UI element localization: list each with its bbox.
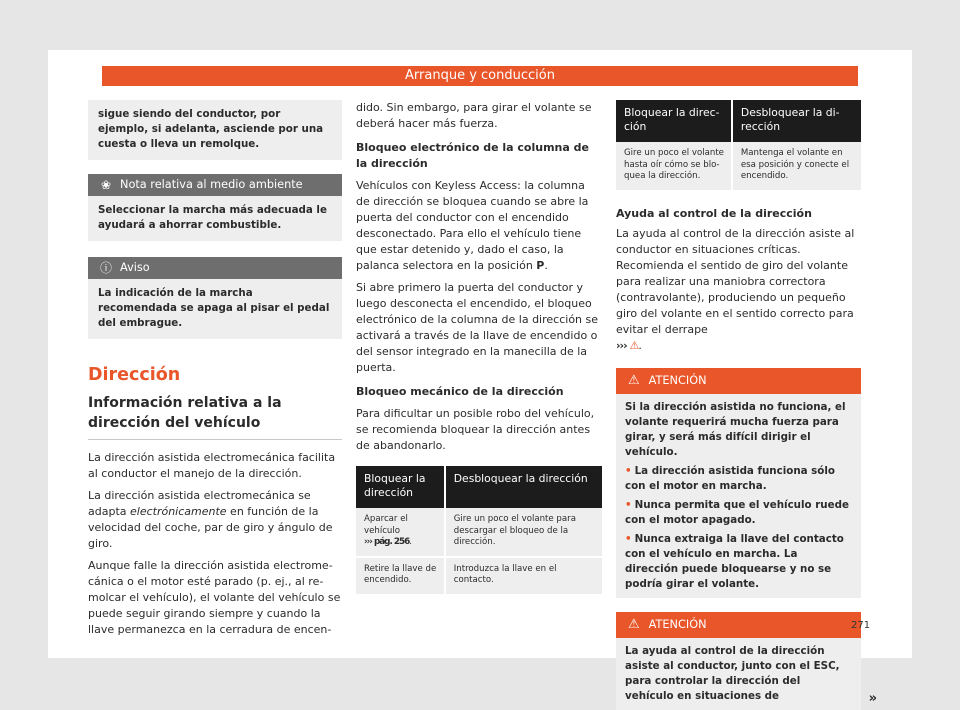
intro-box	[88, 100, 342, 160]
paragraph: La dirección asistida electromecánica se adapta electrónicamente en función de la velocidad del coche, par de giro y ángulo de giro.	[88, 489, 333, 550]
column-right	[616, 100, 877, 710]
table-cell: Introduzca la llave en el contacto.	[446, 558, 602, 596]
table-cell: Aparcar el vehículo ››› pág. 256.	[356, 508, 444, 558]
list-item: • Nunca extraiga la llave del contacto con el vehículo en marcha. La dirección puede bloquearse y no se podría girar el volante.	[625, 532, 844, 590]
heading-mechanical-lock: Bloqueo mecánico de la dirección	[356, 385, 564, 398]
heading-steering-assist: Ayuda al control de la dirección	[616, 206, 812, 220]
page-reference-link[interactable]: ››› pág. 256	[364, 537, 410, 547]
table-cell: Retire la llave de encendido.	[356, 558, 444, 596]
warning-box	[616, 368, 861, 598]
warning-reference-link[interactable]: ››› ⚠	[616, 338, 639, 352]
warning-triangle-icon: ⚠	[629, 338, 639, 352]
steering-lock-table-continued	[614, 100, 863, 192]
environment-note-box	[88, 174, 342, 241]
table-header: Bloquear la dirección	[356, 466, 444, 508]
notice-title: Aviso	[120, 261, 150, 274]
warning-header	[616, 612, 861, 638]
table-row	[356, 508, 602, 558]
section-title: Dirección	[88, 365, 181, 385]
steering-lock-table	[354, 466, 604, 596]
paragraph: Aunque falle la dirección asistida electromecánica o el motor esté parado (p. ej., al remolcar el vehículo), el volante del vehículo se puede seguir girando siempre y cuando la llave permanezca en la cerradura de encen-	[88, 559, 341, 636]
list-item: • Nunca permita que el vehículo ruede con el motor apagado.	[625, 498, 849, 526]
paragraph: Vehículos con Keyless Access: la columna de dirección se bloquea cuando se abre la puerta del conductor con el encendido desconectado. Para ello el vehículo tiene que estar detenido y, dado el caso, la palanca selectora en la posición P.	[356, 179, 589, 272]
table-row	[616, 142, 861, 192]
warning-triangle-icon: ⚠	[628, 372, 640, 388]
notice-text: La indicación de la marcha recomendada se apaga al pisar el pedal del embrague.	[98, 287, 330, 329]
list-item: • La dirección asistida funciona sólo con el motor en marcha.	[625, 464, 835, 492]
table-cell: Gire un poco el volante para descargar el bloqueo de la dirección.	[446, 508, 602, 558]
environment-note-title: Nota relativa al medio ambiente	[120, 178, 303, 191]
table-cell: Gire un poco el volante hasta oír cómo se bloquea la dirección.	[616, 142, 731, 192]
warning-text	[616, 394, 861, 598]
continue-arrow-icon: »	[868, 690, 877, 706]
table-header: Desbloquear la dirección	[446, 466, 602, 508]
warning-title: ATENCIÓN	[648, 617, 707, 631]
page-number: 271	[851, 620, 871, 631]
warning-title: ATENCIÓN	[648, 373, 707, 387]
paragraph: La ayuda al control de la dirección asiste al conductor en situaciones críticas. Recomienda el sentido de giro del volante para realizar una maniobra correctora (contravolante), produciendo un pequeño giro del volante en el sentido correcto para evitar el derrape ››› ⚠.	[616, 226, 855, 352]
info-icon: ⓘ	[100, 261, 113, 275]
intro-box-text: sigue siendo del conductor, por ejemplo, si adelanta, asciende por una cuesta o lleva un remolque.	[98, 108, 324, 150]
table-cell: Mantenga el volante en esa posición y conecte el encendido.	[733, 142, 861, 192]
warning-header	[616, 368, 861, 394]
paragraph: Si abre primero la puerta del conductor y luego desconecta el encendido, el bloqueo electrónico de la columna de la dirección se activará a través de la llave de encendido o del sensor integrado en la manecilla de la puerta.	[356, 281, 599, 374]
heading-electronic-lock: Bloqueo electrónico de la columna de la dirección	[356, 141, 589, 170]
table-row	[356, 558, 602, 596]
chapter-header: Arranque y conducción	[102, 66, 858, 86]
manual-page	[48, 50, 912, 706]
column-middle	[356, 100, 602, 596]
column-left	[88, 100, 342, 638]
notice-box	[88, 257, 342, 339]
table-header: Desbloquear la dirección	[733, 100, 861, 142]
environment-note-header	[88, 174, 342, 196]
warning-text: La ayuda al control de la dirección asiste al conductor, junto con el ESC, para controlar la dirección del vehículo en situaciones de	[625, 644, 840, 702]
paragraph: Para dificultar un posible robo del vehículo, se recomienda bloquear la dirección antes de abandonarlo.	[356, 407, 595, 452]
paragraph: La dirección asistida electromecánica facilita al conductor el manejo de la dirección.	[88, 451, 336, 480]
environment-note-text: Seleccionar la marcha más adecuada le ayudará a ahorrar combustible.	[98, 204, 327, 231]
leaf-icon: ❀	[100, 178, 112, 192]
table-header: Bloquear la dirección	[616, 100, 731, 142]
warning-box	[616, 612, 877, 710]
warning-intro: Si la dirección asistida no funciona, el volante requerirá mucha fuerza para girar, y será más difícil dirigir el vehículo.	[625, 400, 846, 458]
subsection-title: Información relativa a la dirección del vehículo	[88, 393, 342, 440]
notice-header	[88, 257, 342, 279]
paragraph: dido. Sin embargo, para girar el volante se deberá hacer más fuerza.	[356, 101, 592, 130]
warning-triangle-icon: ⚠	[628, 616, 640, 632]
